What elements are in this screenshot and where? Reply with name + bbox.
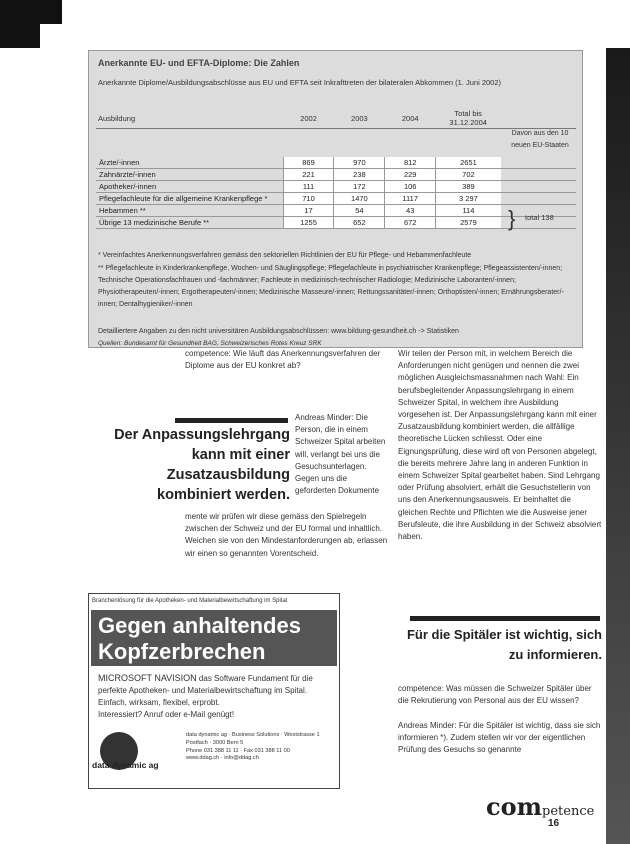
ad-top-line: Branchenlösung für die Apotheken- und Materialbewirtschaftung im Spital [92, 598, 288, 604]
table-row: Apotheker/-innen 111 172 106 389 [96, 181, 576, 193]
footnote-1: * Vereinfachtes Anerkennungsverfahren gemäss den sektoriellen Richtlinien der EU für Pflege- und Hebammenfachleute [98, 252, 472, 259]
table-row: Hebammen ** 17 54 43 114 [96, 205, 576, 217]
brace-icon: } [508, 206, 516, 231]
pull-quote: Der Anpassungslehrgang kann mit einer Zusatzausbildung kombiniert werden. [114, 427, 290, 503]
col-header: Total bis 31.12.2004 [436, 108, 501, 129]
footnote-2: ** Pflegefachleute in Kinderkrankenpflege, Wochen- und Säuglingspflege; Pflegefachleute in psychiatrischer Krankenpflege; Pflegeassistenten/-innen; Technische Operationsfachfrauen und -fachmänner; Fachleute in medizinisch-technischer Radiologie; Medizinische Laboranten/-innen; Physiotherapeuten/-innen; Ergotherapeuten/-innen; Medizinische Masseure/-innen; Rettungssanitäter/-innen; Orthoptisten/-innen; Ernährungsberater/-innen; Dentalhygieniker/-innen [98, 265, 564, 308]
details-line: Detailliertere Angaben zu den nicht universitären Ausbildungsabschlüssen: www.bildung-gesundheit.ch -> Statistiken [98, 328, 459, 335]
page-number: 16 [548, 818, 560, 829]
article-right-column: Wir teilen der Person mit, in welchem Bereich die Anforderungen nicht genügen und nennen die zwei möglichen Ausgleichsmassnahmen nach Wahl: Ein berufsbegleitender Anpassungslehrgang in einem Schweizer Spital, in welchem ihre Ausbildung vorgesehen ist. Der Anpassungslehrgang kann mit einer Zusatzausbildung kombiniert werden, die allfällige theoretische Lücken schliesst. Oder eine Eignungsprüfung, diese wird oft von Personen abgelegt, die bereits mehrere Jahre lang in anderen Funktion in einem Schweizer Spital gearbeitet haben. Sind Lehrgang oder Prüfung absolviert, erhält die Gesuchstellerin von uns den Anerkennungsausweis. Er beinhaltet die gleichen Rechte und Pflichten wie die Ausweise jener Berufsleute, die ihre Ausbildung in der Schweiz absolviert haben. [398, 349, 602, 542]
article-answer-start: Andreas Minder: Die Person, die in einem Schweizer Spital arbeiten will, verlangt bei uns die Gesuchsunterlagen. Gegen uns die geforderten Dokumente [295, 413, 386, 496]
table-row: Pflegefachleute für die allgemeine Krankenpflege * 710 1470 1117 3 297 [96, 193, 576, 205]
ad-headline: Gegen anhaltendes Kopfzerbrechen [91, 610, 337, 666]
article-question: competence: Wie läuft das Anerkennungsverfahren der Diplome aus der EU konkret ab? [185, 349, 381, 371]
col-header: 2002 [283, 108, 334, 129]
ad-body [98, 672, 333, 721]
col-header: 2004 [385, 108, 436, 129]
pull-quote-2-bar [410, 616, 600, 621]
ad-logo-text: data dynamic ag [92, 760, 159, 770]
ad-cta: Interessiert? Anruf oder e-Mail genügt! [98, 710, 235, 719]
col-header: 2003 [334, 108, 385, 129]
table-row: Übrige 13 medizinische Berufe ** 1255 652 672 2579 [96, 217, 576, 229]
table-row: Zahnärzte/-innen 221 238 229 702 [96, 169, 576, 181]
competence-logo: competence [486, 792, 595, 821]
ad-body-text: das Software Fundament für die perfekte Apotheken- und Materialbewirtschaftung im Spital. Einfach, wirksam, flexibel, erprobt. [98, 674, 313, 707]
article-right-column-2: competence: Was müssen die Schweizer Spitäler über die Rekrutierung von Personal aus der EU wissen? Andreas Minder: Für die Spitäler ist wichtig, dass sie sich informieren *). Zudem stellen wir vor der eigentlichen Prüfung des Gesuchs so genannte [398, 684, 601, 755]
brace-label: total 138 [525, 213, 554, 222]
diploma-table [96, 108, 576, 229]
pull-quote-bar [175, 418, 288, 423]
right-edge-bar [606, 48, 630, 844]
table-row: Ärzte/-innen 869 970 812 2651 [96, 157, 576, 169]
corner-notch [40, 24, 62, 48]
article-answer-cont: mente wir prüfen wir diese gemäss den Spielregeln zwischen der Schweiz und der EU formal und inhaltlich. Weichen sie von den Mindestanforderungen ab, erlassen wir einen so genannten Vorentscheid. [185, 512, 388, 558]
pull-quote-2: Für die Spitäler ist wichtig, sich zu informieren. [406, 627, 602, 662]
column-note: Davon aus den 10 neuen EU-Staaten [511, 130, 569, 149]
panel-subtitle: Anerkannte Diplome/Ausbildungsabschlüsse aus EU und EFTA seit Inkrafttreten der bilateralen Abkommen (1. Juni 2002) [98, 78, 501, 87]
panel-title: Anerkannte EU- und EFTA-Diplome: Die Zahlen [98, 58, 300, 68]
ad-product-name: MICROSOFT NAVISION [98, 673, 197, 683]
ad-address: data dynamic ag · Business Solutions · Weststrasse 1 Postfach · 3000 Bern 5 Phone 031 388 11 11 · Fax 031 388 11 00 www.ddag.ch · info@ddag.ch [186, 732, 320, 762]
source-line: Quellen: Bundesamt für Gesundheit BAG, Schweizerisches Rotes Kreuz SRK [98, 340, 322, 347]
col-header: Ausbildung [96, 108, 283, 129]
